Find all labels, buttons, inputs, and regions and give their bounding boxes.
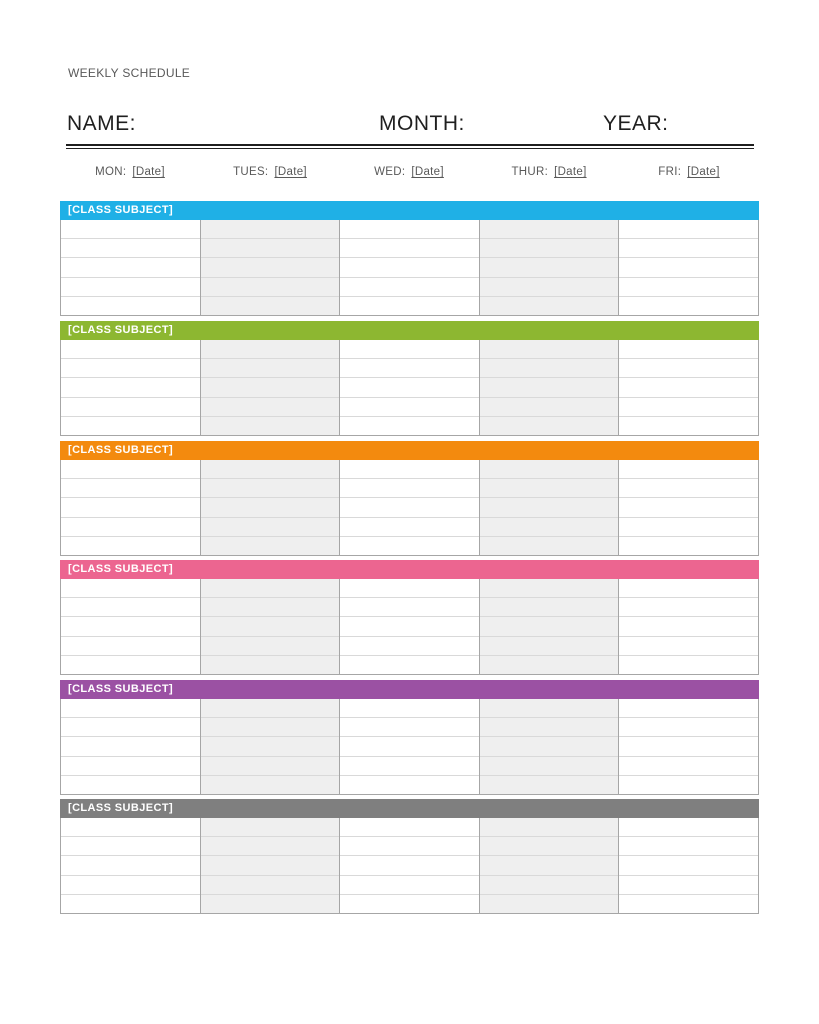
schedule-cell[interactable] bbox=[201, 876, 340, 895]
schedule-cell[interactable] bbox=[201, 737, 340, 756]
subject-block-5 bbox=[60, 680, 759, 795]
day-column bbox=[480, 699, 620, 794]
subject-block-6 bbox=[60, 799, 759, 914]
schedule-cell[interactable] bbox=[201, 699, 340, 718]
subject-band[interactable]: [CLASS SUBJECT] bbox=[60, 441, 759, 460]
schedule-cell[interactable] bbox=[61, 737, 200, 756]
subject-band[interactable]: [CLASS SUBJECT] bbox=[60, 201, 759, 220]
schedule-cell[interactable] bbox=[340, 398, 479, 417]
schedule-cell[interactable] bbox=[340, 876, 479, 895]
schedule-cell[interactable] bbox=[619, 579, 758, 598]
header-fields bbox=[66, 112, 754, 142]
schedule-grid bbox=[60, 460, 759, 556]
schedule-cell[interactable] bbox=[201, 718, 340, 737]
schedule-cell[interactable] bbox=[61, 359, 200, 378]
schedule-cell[interactable] bbox=[340, 598, 479, 617]
year-label[interactable]: YEAR: bbox=[603, 112, 669, 135]
day-column bbox=[201, 220, 341, 315]
schedule-cell[interactable] bbox=[201, 637, 340, 656]
schedule-cell[interactable] bbox=[61, 699, 200, 718]
day-column bbox=[619, 460, 758, 555]
day-column bbox=[619, 220, 758, 315]
schedule-cell[interactable] bbox=[480, 837, 619, 856]
schedule-cell[interactable] bbox=[619, 537, 758, 555]
schedule-cell[interactable] bbox=[340, 518, 479, 537]
schedule-cell[interactable] bbox=[480, 359, 619, 378]
schedule-cell[interactable] bbox=[61, 220, 200, 239]
schedule-cell[interactable] bbox=[61, 718, 200, 737]
schedule-cell[interactable] bbox=[619, 598, 758, 617]
schedule-cell[interactable] bbox=[201, 460, 340, 479]
schedule-cell[interactable] bbox=[61, 656, 200, 674]
subject-band[interactable]: [CLASS SUBJECT] bbox=[60, 560, 759, 579]
day-column bbox=[201, 699, 341, 794]
schedule-cell[interactable] bbox=[61, 460, 200, 479]
schedule-cell[interactable] bbox=[619, 876, 758, 895]
schedule-cell[interactable] bbox=[61, 757, 200, 776]
day-label: TUES: bbox=[233, 166, 269, 178]
schedule-cell[interactable] bbox=[340, 460, 479, 479]
day-column bbox=[340, 220, 480, 315]
day-date-field[interactable]: [Date] bbox=[554, 166, 587, 178]
day-column bbox=[480, 220, 620, 315]
day-column bbox=[61, 460, 201, 555]
schedule-cell[interactable] bbox=[340, 278, 479, 297]
schedule-cell[interactable] bbox=[201, 776, 340, 794]
day-label: FRI: bbox=[658, 166, 682, 178]
schedule-cell[interactable] bbox=[619, 757, 758, 776]
schedule-cell[interactable] bbox=[340, 479, 479, 498]
day-tues bbox=[200, 166, 340, 178]
schedule-grid bbox=[60, 220, 759, 316]
schedule-cell[interactable] bbox=[480, 340, 619, 359]
schedule-cell[interactable] bbox=[340, 498, 479, 517]
schedule-cell[interactable] bbox=[340, 239, 479, 258]
schedule-cell[interactable] bbox=[619, 776, 758, 794]
day-column bbox=[619, 340, 758, 435]
document-title: WEEKLY SCHEDULE bbox=[68, 66, 191, 80]
subject-band[interactable]: [CLASS SUBJECT] bbox=[60, 680, 759, 699]
day-label: THUR: bbox=[511, 166, 549, 178]
schedule-cell[interactable] bbox=[480, 579, 619, 598]
day-column bbox=[340, 340, 480, 435]
schedule-cell[interactable] bbox=[480, 637, 619, 656]
schedule-cell[interactable] bbox=[340, 340, 479, 359]
schedule-cell[interactable] bbox=[480, 656, 619, 674]
schedule-cell[interactable] bbox=[201, 340, 340, 359]
month-label[interactable]: MONTH: bbox=[379, 112, 465, 135]
name-label[interactable]: NAME: bbox=[67, 112, 137, 135]
schedule-cell[interactable] bbox=[201, 518, 340, 537]
subject-band[interactable]: [CLASS SUBJECT] bbox=[60, 321, 759, 340]
schedule-cell[interactable] bbox=[619, 220, 758, 239]
schedule-cell[interactable] bbox=[61, 417, 200, 435]
schedule-cell[interactable] bbox=[480, 518, 619, 537]
schedule-cell[interactable] bbox=[61, 340, 200, 359]
schedule-cell[interactable] bbox=[201, 579, 340, 598]
schedule-cell[interactable] bbox=[619, 278, 758, 297]
schedule-cell[interactable] bbox=[480, 737, 619, 756]
schedule-grid bbox=[60, 818, 759, 914]
schedule-cell[interactable] bbox=[340, 856, 479, 875]
schedule-cell[interactable] bbox=[340, 699, 479, 718]
schedule-cell[interactable] bbox=[61, 837, 200, 856]
schedule-cell[interactable] bbox=[480, 776, 619, 794]
schedule-cell[interactable] bbox=[619, 718, 758, 737]
schedule-cell[interactable] bbox=[480, 239, 619, 258]
schedule-cell[interactable] bbox=[340, 220, 479, 239]
schedule-cell[interactable] bbox=[619, 818, 758, 837]
schedule-cell[interactable] bbox=[61, 818, 200, 837]
schedule-cell[interactable] bbox=[619, 656, 758, 674]
day-date-field[interactable]: [Date] bbox=[411, 166, 444, 178]
day-date-field[interactable]: [Date] bbox=[274, 166, 307, 178]
schedule-cell[interactable] bbox=[61, 378, 200, 397]
day-column bbox=[619, 579, 758, 674]
subject-block-4 bbox=[60, 560, 759, 675]
schedule-cell[interactable] bbox=[619, 737, 758, 756]
day-column bbox=[61, 220, 201, 315]
schedule-cell[interactable] bbox=[480, 498, 619, 517]
schedule-cell[interactable] bbox=[480, 598, 619, 617]
header-rule-thin bbox=[66, 148, 754, 149]
schedule-cell[interactable] bbox=[340, 818, 479, 837]
schedule-cell[interactable] bbox=[340, 417, 479, 435]
schedule-cell[interactable] bbox=[61, 579, 200, 598]
schedule-cell[interactable] bbox=[619, 637, 758, 656]
schedule-cell[interactable] bbox=[61, 278, 200, 297]
schedule-cell[interactable] bbox=[480, 856, 619, 875]
day-wed bbox=[339, 166, 479, 178]
schedule-cell[interactable] bbox=[340, 656, 479, 674]
schedule-cell[interactable] bbox=[201, 498, 340, 517]
schedule-cell[interactable] bbox=[619, 460, 758, 479]
schedule-cell[interactable] bbox=[480, 617, 619, 636]
day-column bbox=[619, 818, 758, 913]
day-label: WED: bbox=[374, 166, 406, 178]
schedule-cell[interactable] bbox=[619, 297, 758, 315]
schedule-cell[interactable] bbox=[201, 818, 340, 837]
schedule-cell[interactable] bbox=[201, 398, 340, 417]
schedule-cell[interactable] bbox=[201, 617, 340, 636]
schedule-cell[interactable] bbox=[340, 776, 479, 794]
schedule-cell[interactable] bbox=[480, 417, 619, 435]
schedule-cell[interactable] bbox=[480, 278, 619, 297]
schedule-cell[interactable] bbox=[619, 699, 758, 718]
schedule-cell[interactable] bbox=[480, 895, 619, 913]
schedule-grid bbox=[60, 579, 759, 675]
day-column bbox=[201, 818, 341, 913]
schedule-cell[interactable] bbox=[340, 837, 479, 856]
schedule-cell[interactable] bbox=[480, 398, 619, 417]
schedule-cell[interactable] bbox=[61, 297, 200, 315]
schedule-cell[interactable] bbox=[619, 518, 758, 537]
schedule-cell[interactable] bbox=[201, 895, 340, 913]
subject-block-1 bbox=[60, 201, 759, 316]
subject-band[interactable]: [CLASS SUBJECT] bbox=[60, 799, 759, 818]
schedule-cell[interactable] bbox=[201, 258, 340, 277]
schedule-cell[interactable] bbox=[61, 776, 200, 794]
day-mon bbox=[60, 166, 200, 178]
schedule-cell[interactable] bbox=[201, 837, 340, 856]
schedule-cell[interactable] bbox=[619, 359, 758, 378]
day-label: MON: bbox=[95, 166, 127, 178]
schedule-cell[interactable] bbox=[619, 617, 758, 636]
schedule-cell[interactable] bbox=[201, 656, 340, 674]
schedule-cell[interactable] bbox=[61, 856, 200, 875]
schedule-cell[interactable] bbox=[61, 239, 200, 258]
schedule-cell[interactable] bbox=[619, 498, 758, 517]
schedule-cell[interactable] bbox=[201, 757, 340, 776]
schedule-cell[interactable] bbox=[61, 398, 200, 417]
schedule-cell[interactable] bbox=[480, 718, 619, 737]
schedule-cell[interactable] bbox=[480, 378, 619, 397]
schedule-cell[interactable] bbox=[480, 220, 619, 239]
day-column bbox=[201, 460, 341, 555]
schedule-cell[interactable] bbox=[340, 617, 479, 636]
schedule-cell[interactable] bbox=[480, 818, 619, 837]
schedule-cell[interactable] bbox=[340, 378, 479, 397]
schedule-cell[interactable] bbox=[619, 239, 758, 258]
schedule-cell[interactable] bbox=[619, 856, 758, 875]
day-column bbox=[340, 460, 480, 555]
schedule-cell[interactable] bbox=[619, 895, 758, 913]
day-header-row bbox=[60, 166, 759, 184]
schedule-cell[interactable] bbox=[619, 837, 758, 856]
schedule-cell[interactable] bbox=[201, 598, 340, 617]
schedule-cell[interactable] bbox=[340, 537, 479, 555]
schedule-cell[interactable] bbox=[480, 460, 619, 479]
schedule-cell[interactable] bbox=[201, 537, 340, 555]
subject-block-2 bbox=[60, 321, 759, 436]
schedule-cell[interactable] bbox=[480, 479, 619, 498]
header-rule-thick bbox=[66, 144, 754, 146]
schedule-cell[interactable] bbox=[201, 856, 340, 875]
schedule-cell[interactable] bbox=[480, 876, 619, 895]
schedule-cell[interactable] bbox=[61, 895, 200, 913]
day-column bbox=[619, 699, 758, 794]
day-column bbox=[61, 818, 201, 913]
day-column bbox=[201, 340, 341, 435]
schedule-cell[interactable] bbox=[61, 598, 200, 617]
schedule-cell[interactable] bbox=[340, 737, 479, 756]
schedule-cell[interactable] bbox=[61, 479, 200, 498]
schedule-cell[interactable] bbox=[619, 340, 758, 359]
schedule-cell[interactable] bbox=[619, 258, 758, 277]
schedule-cell[interactable] bbox=[619, 479, 758, 498]
schedule-cell[interactable] bbox=[619, 398, 758, 417]
schedule-cell[interactable] bbox=[61, 258, 200, 277]
day-column bbox=[61, 579, 201, 674]
day-column bbox=[480, 460, 620, 555]
schedule-cell[interactable] bbox=[201, 378, 340, 397]
schedule-cell[interactable] bbox=[201, 220, 340, 239]
schedule-cell[interactable] bbox=[201, 239, 340, 258]
schedule-cell[interactable] bbox=[201, 417, 340, 435]
schedule-cell[interactable] bbox=[480, 757, 619, 776]
schedule-cell[interactable] bbox=[340, 579, 479, 598]
day-column bbox=[480, 579, 620, 674]
subject-block-3 bbox=[60, 441, 759, 556]
schedule-cell[interactable] bbox=[480, 297, 619, 315]
schedule-cell[interactable] bbox=[340, 297, 479, 315]
schedule-cell[interactable] bbox=[619, 378, 758, 397]
schedule-cell[interactable] bbox=[201, 479, 340, 498]
schedule-cell[interactable] bbox=[480, 537, 619, 555]
day-column bbox=[61, 699, 201, 794]
schedule-cell[interactable] bbox=[61, 876, 200, 895]
schedule-cell[interactable] bbox=[61, 518, 200, 537]
day-column bbox=[480, 340, 620, 435]
day-fri bbox=[619, 166, 759, 178]
schedule-cell[interactable] bbox=[340, 718, 479, 737]
day-column bbox=[480, 818, 620, 913]
schedule-grid bbox=[60, 699, 759, 795]
schedule-cell[interactable] bbox=[480, 258, 619, 277]
schedule-cell[interactable] bbox=[201, 359, 340, 378]
schedule-cell[interactable] bbox=[61, 617, 200, 636]
day-column bbox=[340, 579, 480, 674]
schedule-cell[interactable] bbox=[619, 417, 758, 435]
day-column bbox=[61, 340, 201, 435]
schedule-cell[interactable] bbox=[61, 637, 200, 656]
schedule-cell[interactable] bbox=[340, 359, 479, 378]
schedule-cell[interactable] bbox=[201, 278, 340, 297]
day-thur bbox=[479, 166, 619, 178]
day-date-field[interactable]: [Date] bbox=[132, 166, 165, 178]
day-date-field[interactable]: [Date] bbox=[687, 166, 720, 178]
schedule-cell[interactable] bbox=[61, 498, 200, 517]
schedule-cell[interactable] bbox=[480, 699, 619, 718]
schedule-cell[interactable] bbox=[201, 297, 340, 315]
schedule-cell[interactable] bbox=[340, 258, 479, 277]
schedule-cell[interactable] bbox=[340, 895, 479, 913]
schedule-cell[interactable] bbox=[340, 637, 479, 656]
day-column bbox=[340, 699, 480, 794]
day-column bbox=[201, 579, 341, 674]
schedule-cell[interactable] bbox=[340, 757, 479, 776]
schedule-grid bbox=[60, 340, 759, 436]
day-column bbox=[340, 818, 480, 913]
schedule-cell[interactable] bbox=[61, 537, 200, 555]
